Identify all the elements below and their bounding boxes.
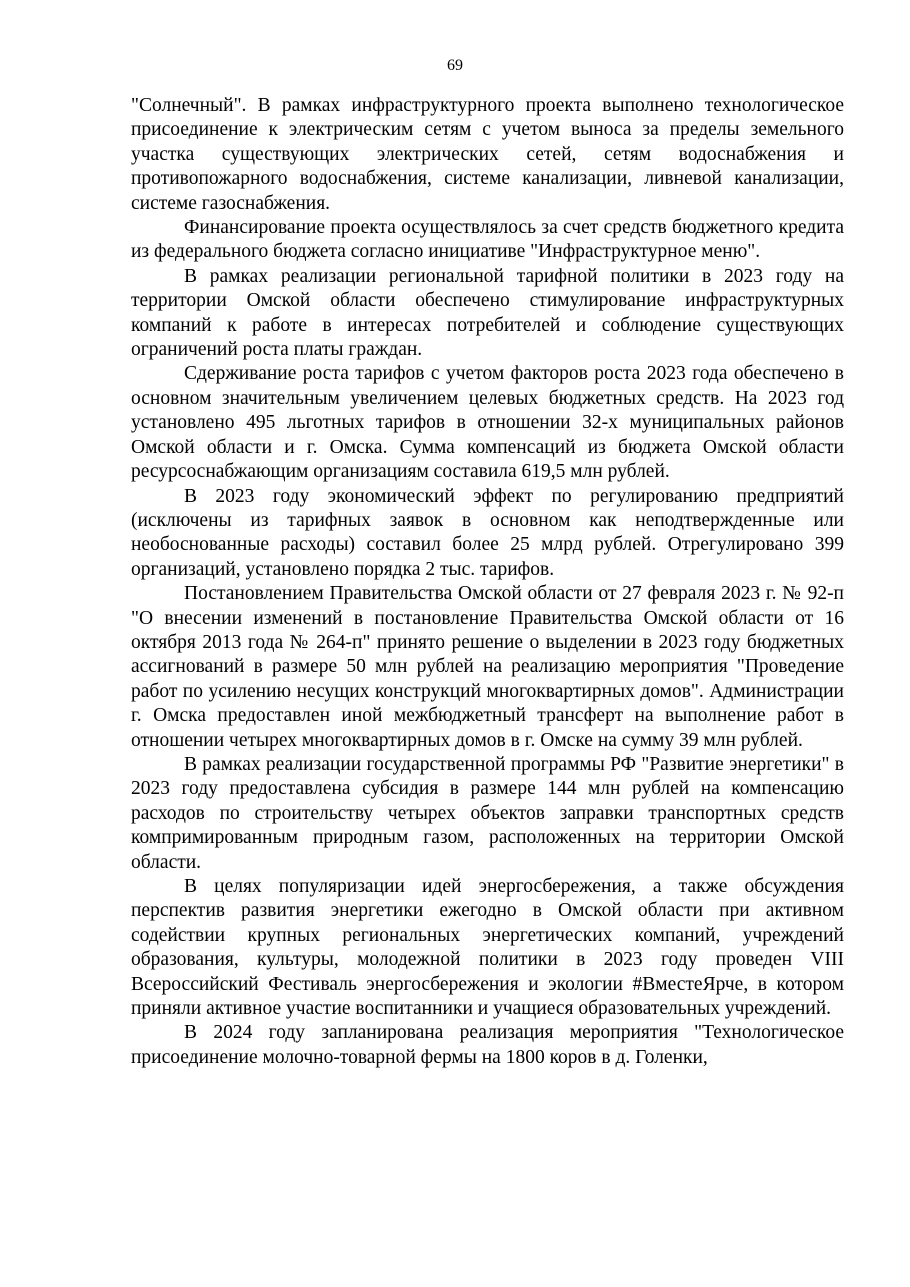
document-body [131, 94, 844, 1070]
paragraph-energy-program: В рамках реализации государственной программы РФ "Развитие энергетики" в 2023 году предоставлена субсидия в размере 144 млн рублей на компенсацию расходов по строительству четырех объектов заправки транспортных средств компримированным природным газом, расположенных на территории Омской области. [131, 753, 844, 873]
paragraph-resolution: Постановлением Правительства Омской области от 27 февраля 2023 г. № 92-п "О внесении изменений в постановление Правительства Омской области от 16 октября 2013 года № 264-п" принято решение о выделении в 2023 году бюджетных ассигнований в размере 50 млн рублей на реализацию мероприятия "Проведение работ по усилению несущих конструкций многоквартирных домов". Администрации г. Омска предоставлен иной межбюджетный трансферт на выполнение работ в отношении четырех многоквартирных домов в г. Омске на сумму 39 млн рублей. [131, 583, 844, 751]
paragraph-continued: "Солнечный". В рамках инфраструктурного проекта выполнено технологическое присоединение к электрическим сетям с учетом выноса за пределы земельного участка существующих электрических сетей, сетям водоснабжения и противопожарного водоснабжения, системе канализации, ливневой канализации, системе газоснабжения. [131, 95, 844, 214]
paragraph-tariff-policy: В рамках реализации региональной тарифной политики в 2023 году на территории Омской области обеспечено стимулирование инфраструктурных компаний к работе в интересах потребителей и соблюдение существующих ограничений роста платы граждан. [131, 265, 844, 361]
paragraph-festival: В целях популяризации идей энергосбережения, а также обсуждения перспектив развития энергетики ежегодно в Омской области при активном содействии крупных региональных энергетических компаний, учреждений образования, культуры, молодежной политики в 2023 году проведен VIII Всероссийский Фестиваль энергосбережения и экологии #ВместеЯрче, в котором приняли активное участие воспитанники и учащиеся образовательных учреждений. [131, 876, 844, 1020]
paragraph-plans-2024: В 2024 году запланирована реализация мероприятия "Технологическое присоединение молочно-товарной фермы на 1800 коров в д. Голенки, [131, 1022, 844, 1068]
paragraph-tariff-growth: Сдерживание роста тарифов с учетом факторов роста 2023 года обеспечено в основном значительным увеличением целевых бюджетных средств. На 2023 год установлено 495 льготных тарифов в отношении 32-х муниципальных районов Омской области и г. Омска. Сумма компенсаций из бюджета Омской области ресурсоснабжающим организациям составила 619,5 млн рублей. [131, 363, 844, 483]
page-number: 69 [447, 57, 463, 74]
paragraph-economic-effect: В 2023 году экономический эффект по регулированию предприятий (исключены из тарифных заявок в основном как неподтвержденные или необоснованные расходы) составил более 25 млрд рублей. Отрегулировано 399 организаций, установлено порядка 2 тыс. тарифов. [131, 485, 844, 580]
paragraph-financing: Финансирование проекта осуществлялось за счет средств бюджетного кредита из федерального бюджета согласно инициативе "Инфраструктурное меню". [131, 217, 844, 263]
